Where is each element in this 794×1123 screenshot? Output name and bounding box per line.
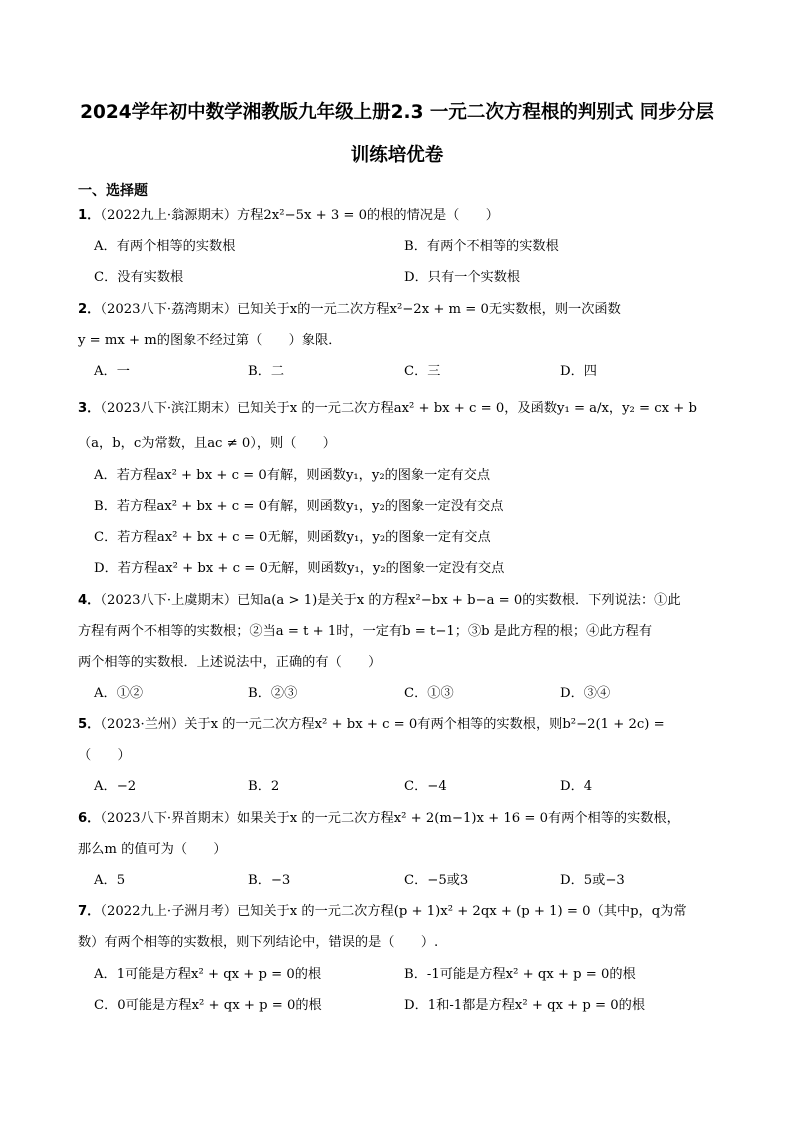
question-number: 4．	[78, 593, 101, 608]
document-title-line-1: 2024学年初中数学湘教版九年级上册2.3 一元二次方程根的判别式 同步分层	[80, 102, 714, 123]
section-heading: 一、选择题	[78, 183, 148, 199]
option-b: B．2	[248, 779, 280, 794]
question-4	[78, 592, 718, 610]
option-b: B．②③	[248, 686, 298, 701]
option-d: D．5或−3	[560, 873, 625, 888]
option-a: A．一	[94, 364, 130, 379]
question-number: 3．	[78, 401, 101, 416]
question-3	[78, 400, 718, 418]
option-d: D．只有一个实数根	[404, 270, 521, 285]
question-number: 6．	[78, 811, 101, 826]
option-a: A．若方程ax² + bx + c = 0有解，则函数y₁，y₂的图象一定有交点	[94, 468, 491, 483]
option-b: B．二	[248, 364, 285, 379]
question-text: （2022九上·翁源期末）方程2x²−5x + 3 = 0的根的情况是（ ）	[100, 208, 499, 223]
document-title-line-2: 训练培优卷	[350, 145, 444, 166]
option-d: D．4	[560, 779, 593, 794]
question-text: （2023八下·荔湾期末）已知关于x的一元二次方程x²−2x + m = 0无实数根，则一次函数	[100, 302, 621, 317]
option-b: B．-1可能是方程x² + qx + p = 0的根	[404, 967, 636, 982]
question-text: （2023八下·界首期末）如果关于x 的一元二次方程x² + 2(m−1)x + 16 = 0有两个相等的实数根，	[100, 811, 680, 826]
question-number: 1．	[78, 208, 101, 223]
question-1	[78, 207, 718, 225]
option-c: C．①③	[404, 686, 454, 701]
question-number: 2．	[78, 302, 101, 317]
option-a: A．5	[94, 873, 126, 888]
option-d: D．1和-1都是方程x² + qx + p = 0的根	[404, 998, 646, 1013]
question-text: （2023·兰州）关于x 的一元二次方程x² + bx + c = 0有两个相等的实数根，则b²−2(1 + 2c) =	[100, 717, 665, 732]
question-text: （2023八下·上虞期末）已知a(a > 1)是关于x 的方程x²−bx + b−a = 0的实数根．下列说法：①此	[100, 593, 681, 608]
option-a: A．−2	[94, 779, 137, 794]
option-c: C．0可能是方程x² + qx + p = 0的根	[94, 998, 322, 1013]
option-c: C．若方程ax² + bx + c = 0无解，则函数y₁，y₂的图象一定有交点	[94, 530, 491, 545]
question-text: （2022九上·子洲月考）已知关于x 的一元二次方程(p + 1)x² + 2qx + (p + 1) = 0（其中p，q为常	[100, 904, 687, 919]
question-3-continued: （a，b，c为常数，且ac ≠ 0），则（ ）	[78, 436, 336, 451]
question-4-continued: 方程有两个不相等的实数根；②当a = t + 1时，一定有b = t−1；③b 是此方程的根；④此方程有	[78, 624, 653, 639]
option-c: C．−5或3	[404, 873, 469, 888]
option-d: D．四	[560, 364, 597, 379]
option-a: A．①②	[94, 686, 144, 701]
question-6	[78, 810, 718, 828]
question-7	[78, 903, 718, 921]
option-b: B．−3	[248, 873, 291, 888]
question-number: 5．	[78, 717, 101, 732]
question-6-continued: 那么m 的值可为（ ）	[78, 842, 227, 857]
option-b: B．若方程ax² + bx + c = 0有解，则函数y₁，y₂的图象一定没有交点	[94, 499, 504, 514]
question-7-continued: 数）有两个相等的实数根，则下列结论中，错误的是（ ）.	[78, 935, 439, 950]
option-d: D．③④	[560, 686, 611, 701]
option-a: A．1可能是方程x² + qx + p = 0的根	[94, 967, 322, 982]
question-2-continued: y = mx + m的图象不经过第（ ）象限．	[78, 333, 342, 348]
option-c: C．−4	[404, 779, 447, 794]
option-a: A．有两个相等的实数根	[94, 239, 236, 254]
question-2	[78, 301, 718, 319]
option-b: B．有两个不相等的实数根	[404, 239, 559, 254]
option-c: C．没有实数根	[94, 270, 184, 285]
option-c: C．三	[404, 364, 441, 379]
question-text: （2023八下·滨江期末）已知关于x 的一元二次方程ax² + bx + c = 0，及函数y₁ = a/x，y₂ = cx + b	[100, 401, 697, 416]
question-5	[78, 716, 718, 734]
question-number: 7．	[78, 904, 101, 919]
option-d: D．若方程ax² + bx + c = 0无解，则函数y₁，y₂的图象一定没有交点	[94, 561, 505, 576]
question-5-continued: （ ）	[78, 748, 131, 763]
question-4-continued: 两个相等的实数根．上述说法中，正确的有（ ）	[78, 655, 382, 670]
